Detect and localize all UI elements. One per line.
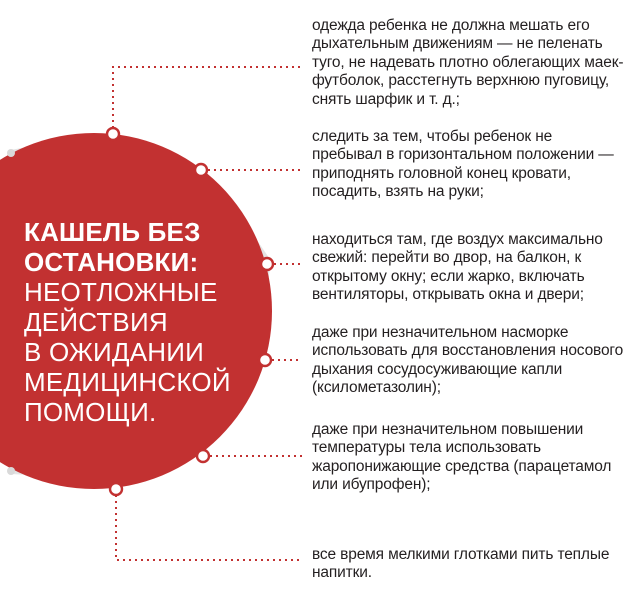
list-item: даже при незначительном повышении температуры тела использовать жаропонижающие средства (парацетамол или ибупрофен); [312,421,612,494]
title-light-line: ПОМОЩИ. [24,397,157,427]
list-item: следить за тем, чтобы ребенок не пребывал в горизонтальном положении — приподнять головной конец кровати, посадить, взять на руки; [312,128,614,201]
title-light-line: НЕОТЛОЖНЫЕ [24,277,218,307]
dot-6 [110,483,122,495]
connector-1 [113,67,302,128]
list-item: находиться там, где воздух максимально свежий: перейти во двор, на балкон, к открытому окну; если жарко, включать вентиляторы, открывать окна и двери; [312,231,603,304]
title-bold-line: КАШЕЛЬ БЕЗ [24,217,201,247]
dot-2 [195,164,207,176]
title-bold-line: ОСТАНОВКИ: [24,247,199,277]
dot-5 [197,450,209,462]
title-light-line: ДЕЙСТВИЯ [24,307,168,337]
connector-6 [116,495,302,560]
dot-3 [261,258,273,270]
title-light-line: МЕДИЦИНСКОЙ [24,367,231,397]
list-item: одежда ребенка не должна мешать его дыхательным движениям — не пеленать туго, не надевать плотно облегающих маек-футболок, расстегнуть верхнюю пуговицу, снять шарфик и т. д.; [312,17,624,108]
title-light-line: В ОЖИДАНИИ [24,337,205,367]
page-title [24,217,234,427]
dot-4 [259,354,271,366]
list-item: все время мелкими глотками пить теплые напитки. [312,546,610,582]
list-item: даже при незначительном насморке использовать для восстановления носового дыхания сосудосуживающие капли (ксилометазолин); [312,324,624,397]
arc-end-bottom [7,467,15,475]
dot-1 [107,128,119,140]
arc-end-top [7,149,15,157]
